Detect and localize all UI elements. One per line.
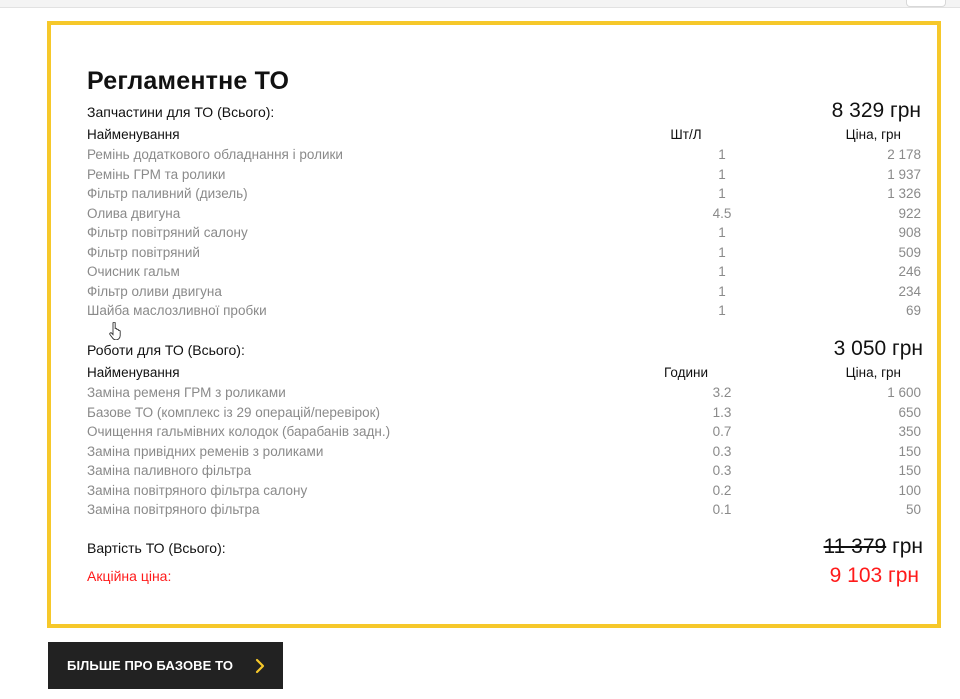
works-header-price: Ціна, грн — [845, 365, 901, 380]
row-price: 1 937 — [887, 166, 921, 182]
table-row — [87, 166, 921, 186]
row-price: 509 — [898, 244, 921, 260]
row-name: Фільтр повітряний — [87, 244, 200, 260]
row-price: 650 — [898, 404, 921, 420]
row-qty: 1 — [718, 283, 726, 299]
browser-top-strip — [0, 0, 960, 8]
promo-label: Акційна ціна: — [87, 568, 172, 584]
table-row — [87, 502, 921, 521]
row-qty: 1 — [718, 303, 726, 318]
row-name: Заміна ременя ГРМ з роликами — [87, 385, 286, 400]
button-label: БІЛЬШЕ ПРО БАЗОВЕ ТО — [67, 658, 234, 673]
parts-header-price: Ціна, грн — [845, 127, 901, 142]
row-name: Базове ТО (комплекс із 29 операцій/перевірок) — [87, 404, 381, 420]
table-row — [87, 283, 921, 303]
row-price: 1 326 — [887, 186, 921, 201]
parts-header-name: Найменування — [87, 127, 180, 142]
table-row — [87, 205, 921, 225]
row-name: Очисник гальм — [87, 264, 180, 279]
chevron-right-icon — [254, 658, 266, 674]
table-row — [87, 424, 921, 443]
table-row — [87, 303, 921, 322]
row-qty: 1 — [718, 147, 726, 162]
row-name: Заміна повітряного фільтра салону — [87, 482, 308, 498]
table-row — [87, 463, 921, 482]
row-qty: 0.7 — [712, 424, 732, 439]
works-header-name: Найменування — [87, 365, 180, 380]
row-name: Фільтр паливний (дизель) — [87, 186, 248, 201]
parts-section-label: Запчастини для ТО (Всього): — [87, 104, 275, 120]
table-row — [87, 264, 921, 283]
row-price: 350 — [898, 424, 921, 439]
table-row — [87, 244, 921, 264]
row-qty: 0.1 — [712, 502, 732, 517]
table-row — [87, 186, 921, 205]
row-qty: 1 — [718, 264, 726, 279]
total-value — [824, 535, 923, 559]
table-row — [87, 482, 921, 502]
row-qty: 4.5 — [712, 205, 732, 221]
service-card — [47, 21, 941, 628]
total-label: Вартість ТО (Всього): — [87, 540, 226, 556]
row-name: Заміна повітряного фільтра — [87, 502, 260, 517]
page-title: Регламентне ТО — [87, 67, 290, 95]
row-price: 1 600 — [887, 385, 921, 400]
row-qty: 1.3 — [712, 404, 732, 420]
row-price: 246 — [898, 264, 921, 279]
row-name: Ремінь додаткового обладнання і ролики — [87, 147, 343, 162]
row-name: Фільтр повітряний салону — [87, 225, 248, 240]
row-price: 69 — [905, 303, 921, 318]
row-qty: 0.3 — [712, 463, 732, 478]
old-price: 11 379 — [823, 535, 887, 558]
more-about-basic-service-button[interactable] — [48, 642, 283, 689]
row-price: 100 — [898, 482, 921, 498]
table-row — [87, 225, 921, 244]
row-qty: 0.2 — [712, 482, 732, 498]
currency: грн — [892, 535, 923, 558]
row-name: Очищення гальмівних колодок (барабанів задн.) — [87, 424, 391, 439]
row-price: 234 — [898, 283, 921, 299]
row-price: 922 — [898, 205, 921, 221]
row-qty: 1 — [718, 244, 726, 260]
works-header-qty: Години — [663, 365, 709, 380]
row-qty: 1 — [718, 166, 726, 182]
tab-edge — [906, 0, 946, 7]
row-name: Ремінь ГРМ та ролики — [87, 166, 226, 182]
row-qty: 1 — [718, 186, 726, 201]
row-price: 908 — [898, 225, 921, 240]
hand-pointer-cursor-icon — [109, 322, 123, 340]
works-total: 3 050 грн — [833, 337, 923, 360]
row-name: Шайба маслозливної пробки — [87, 303, 267, 318]
table-row — [87, 404, 921, 424]
table-row — [87, 147, 921, 166]
row-name: Фільтр оливи двигуна — [87, 283, 222, 299]
row-qty: 3.2 — [712, 385, 732, 400]
parts-header-qty: Шт/Л — [670, 127, 702, 142]
row-qty: 0.3 — [712, 443, 732, 459]
row-price: 2 178 — [887, 147, 921, 162]
table-row — [87, 443, 921, 463]
table-row — [87, 385, 921, 404]
row-name: Олива двигуна — [87, 205, 181, 221]
row-price: 50 — [905, 502, 921, 517]
row-name: Заміна паливного фільтра — [87, 463, 252, 478]
row-price: 150 — [898, 463, 921, 478]
row-qty: 1 — [718, 225, 726, 240]
row-price: 150 — [898, 443, 921, 459]
promo-price: 9 103 грн — [829, 564, 919, 587]
parts-total: 8 329 грн — [831, 99, 921, 122]
works-section-label: Роботи для ТО (Всього): — [87, 342, 245, 358]
row-name: Заміна привідних ременів з роликами — [87, 443, 324, 459]
